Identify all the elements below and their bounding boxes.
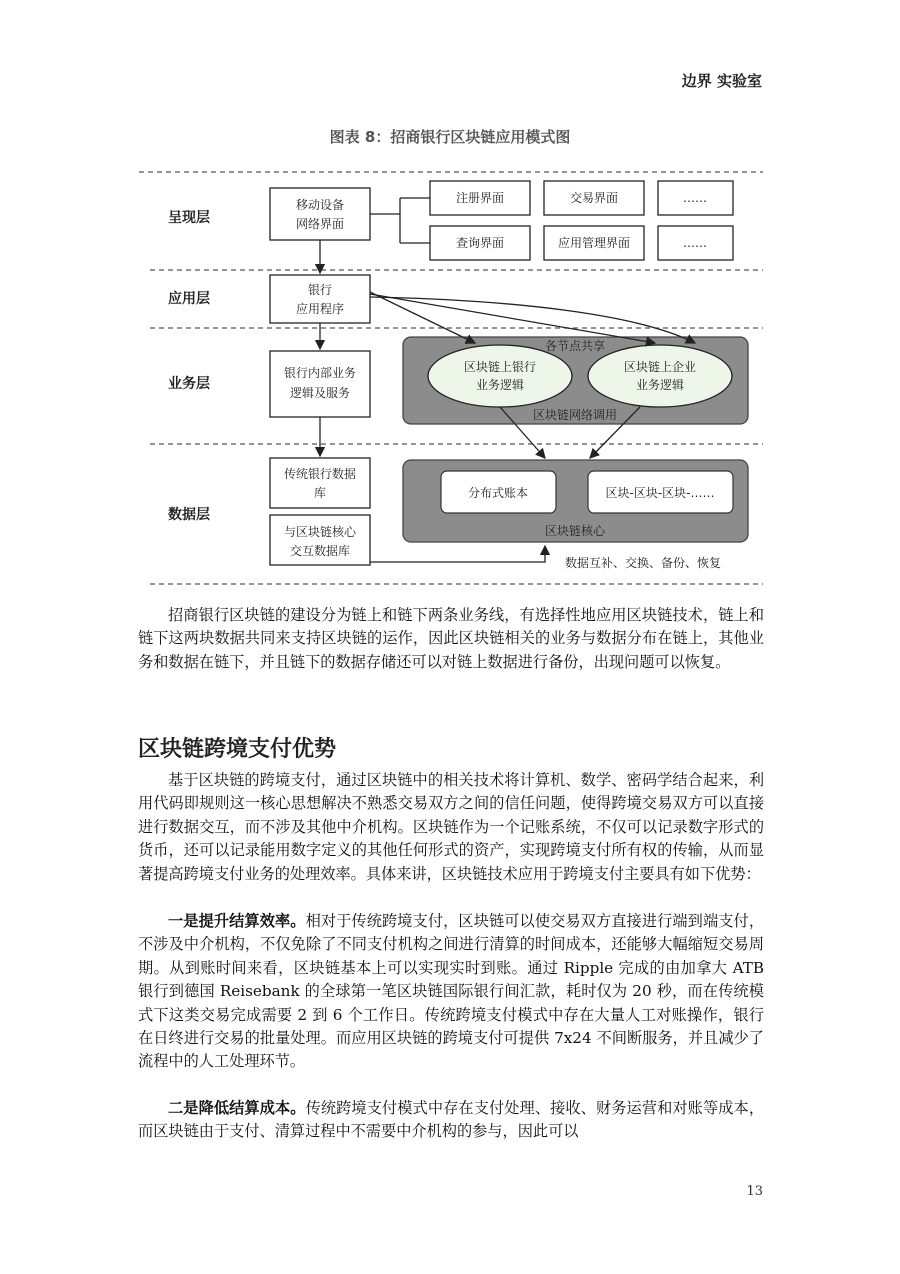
arrow-db-to-core [370,546,545,562]
data-sync-label: 数据互补、交换、备份、恢复 [564,556,722,570]
section-heading: 区块链跨境支付优势 [138,737,337,762]
query-ui-label: 查询界面 [455,236,505,250]
blockchain-application-diagram [0,0,900,600]
distributed-ledger-label: 分布式账本 [467,486,529,500]
trade-ui-label: 交易界面 [569,191,619,205]
layer-label-application: 应用层 [168,291,210,307]
register-ui-label: 注册界面 [455,191,505,205]
traditional-db-line2: 库 [313,486,327,500]
network-shared-label: 各节点共享 [544,339,606,353]
bank-logic-ellipse [428,345,572,407]
more-ui-label-1: …… [683,191,707,205]
app-mgmt-ui-label: 应用管理界面 [557,236,631,250]
cost-body: 传统跨境支付模式中存在支付处理、接收、财务运营和对账等成本，而区块链由于支付、清算过程中不需要中介机构的参与，因此可以 [138,1099,765,1141]
efficiency-lead: 一是提升结算效率。 [168,912,306,930]
interaction-db-line2: 交互数据库 [289,544,351,558]
mobile-ui-line1: 移动设备 [295,198,345,212]
traditional-db-box [270,458,370,508]
core-label: 区块链核心 [544,524,606,538]
cost-lead: 二是降低结算成本。 [168,1099,306,1117]
network-call-label: 区块链网络调用 [532,408,618,422]
arrow-app-to-network [370,297,695,343]
bank-logic-line1: 区块链上银行 [463,360,537,374]
interaction-db-line1: 与区块链核心 [283,525,357,539]
enterprise-logic-line1: 区块链上企业 [623,360,697,374]
bank-logic-line2: 业务逻辑 [475,378,525,392]
layer-label-business: 业务层 [168,376,210,392]
enterprise-logic-ellipse [588,345,732,407]
layer-label-data: 数据层 [168,507,210,523]
presentation-bracket [370,198,430,243]
mobile-ui-line2: 网络界面 [295,217,345,231]
paragraph-cost [138,1097,764,1144]
figure-title: 图表 8：招商银行区块链应用模式图 [329,128,571,146]
internal-logic-box [270,351,370,417]
bank-app-line2: 应用程序 [295,302,345,316]
layer-label-presentation: 呈现层 [168,210,210,226]
more-ui-label-2: …… [683,236,707,250]
enterprise-logic-line2: 业务逻辑 [635,378,685,392]
mobile-ui-box [270,188,370,240]
internal-logic-line2: 逻辑及服务 [289,386,351,400]
arrow-app-to-enterprise-logic [370,294,655,343]
paragraph-efficiency [138,910,764,1074]
bank-app-line1: 银行 [307,283,333,297]
internal-logic-line1: 银行内部业务 [283,366,357,380]
page-number: 13 [746,1184,763,1199]
block-chain-label: 区块-区块-区块-…… [605,486,715,500]
paragraph-intro: 招商银行区块链的建设分为链上和链下两条业务线，有选择性地应用区块链技术，链上和链下这两块数据共同来支持区块链的运作，因此区块链相关的业务与数据分布在链上，其他业务和数据在链下，并且链下的数据存储还可以对链上数据进行备份，出现问题可以恢复。 [138,606,764,671]
traditional-db-line1: 传统银行数据 [283,467,357,481]
arrow-app-to-bank-logic [370,292,475,343]
efficiency-body: 相对于传统跨境支付，区块链可以使交易双方直接进行端到端支付，不涉及中介机构，不仅免除了不同支付机构之间进行清算的时间成本，还能够大幅缩短交易周期。从到账时间来看，区块链基本上可以实现实时到账。通过 Ripple 完成的由加拿大 ATB 银行到德国 Reisebank 的全球第一笔区块链国际银行间汇款，耗时仅为 20 秒，而在传统模式下这类交易完成需要 2 到 6 个工作日。传统跨境支付模式中存在大量人工对账操作，银行在日终进行交易的批量处理。而应用区块链的跨境支付可提供 7x24 不间断服务，并且减少了流程中的人工处理环节。 [138,912,765,1071]
brand-logo: 边界 实验室 [681,72,762,90]
paragraph-advantages: 基于区块链的跨境支付，通过区块链中的相关技术将计算机、数学、密码学结合起来，利用代码即规则这一核心思想解决不熟悉交易双方之间的信任问题，使得跨境交易双方可以直接进行数据交互，而不涉及其他中介机构。区块链作为一个记账系统，不仅可以记录数字形式的货币，还可以记录能用数字定义的其他任何形式的资产，实现跨境支付所有权的传输，从而显著提高跨境支付业务的处理效率。具体来讲，区块链技术应用于跨境支付主要具有如下优势： [138,771,764,883]
